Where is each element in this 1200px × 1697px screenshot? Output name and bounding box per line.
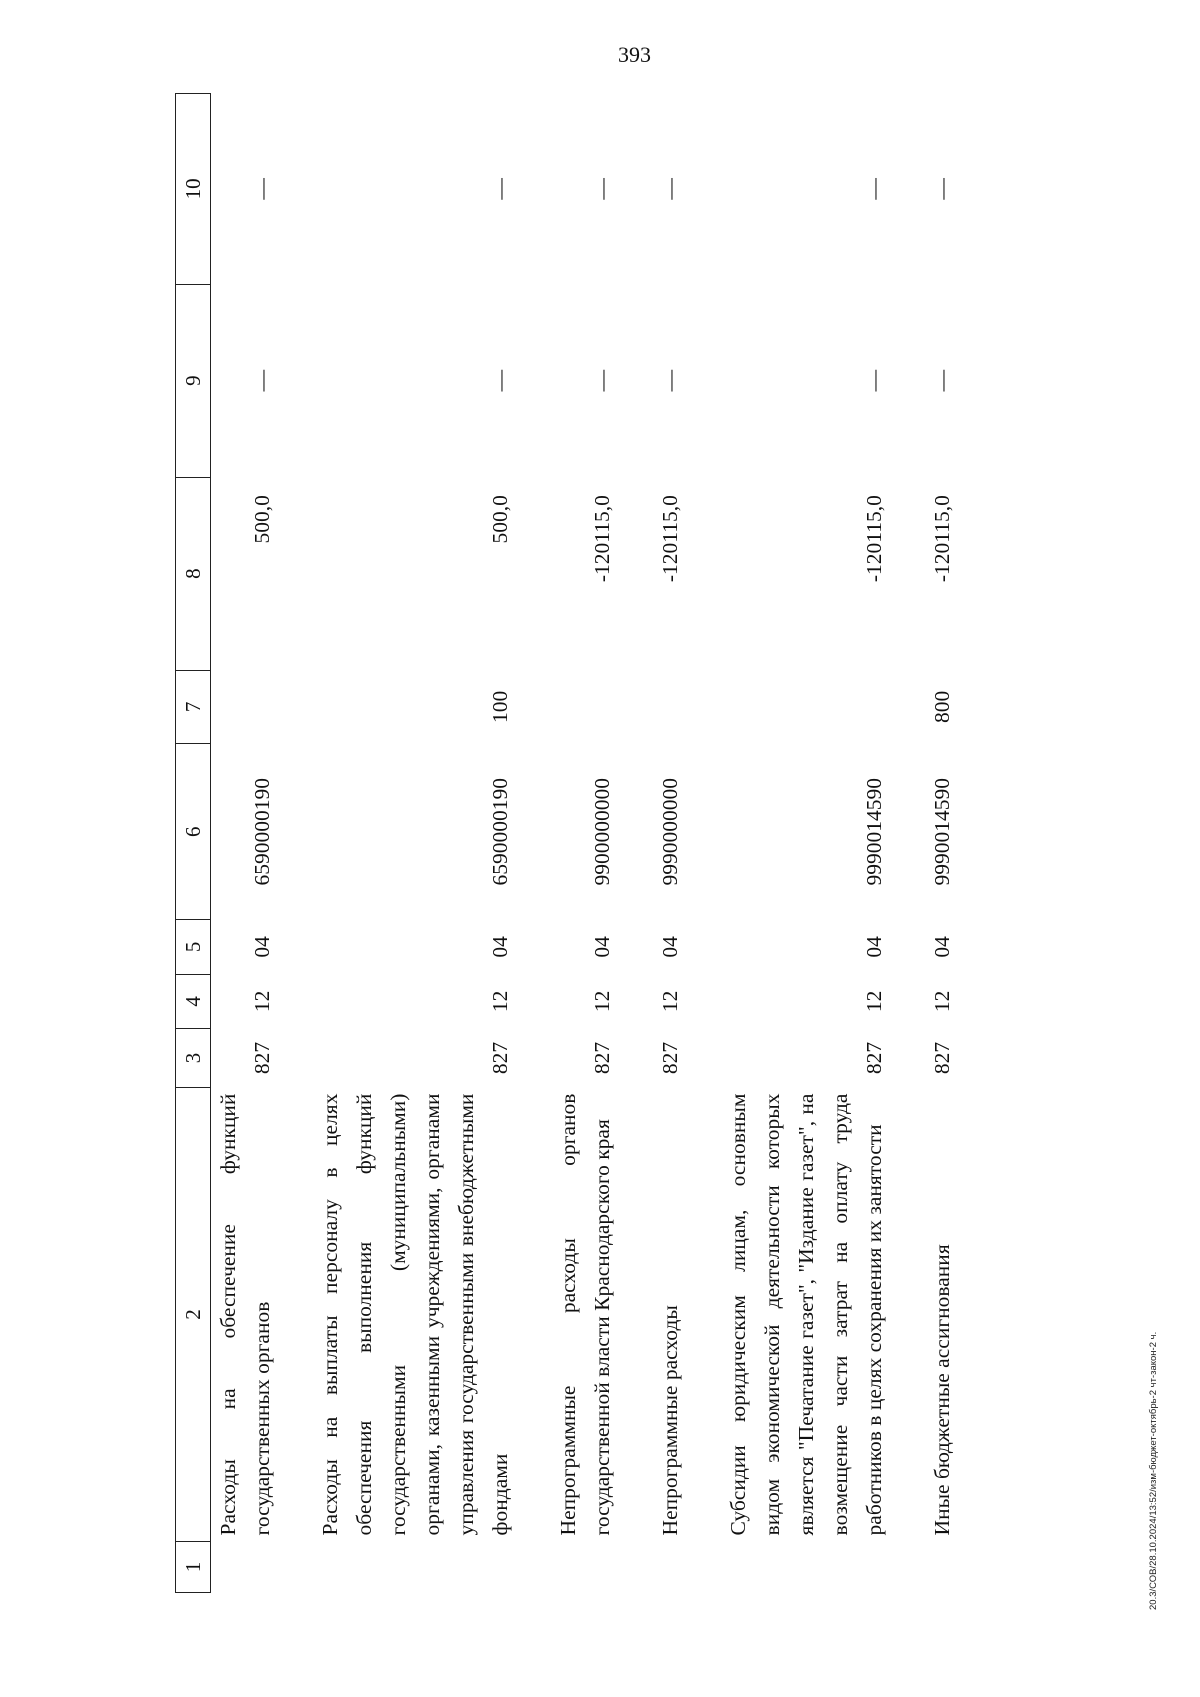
row-spacer	[899, 94, 925, 1593]
row-col-1	[551, 1541, 627, 1592]
row-amount: -120115,0	[658, 495, 682, 583]
header-col-6: 6	[176, 744, 211, 920]
row-description: Непрограммные расходы органов государственной власти Краснодарского края	[556, 1093, 614, 1536]
row-col-9: —	[862, 369, 886, 392]
row-expense-type: 800	[930, 690, 954, 724]
row-target-article: 9900000000	[590, 777, 614, 886]
row-col-9: —	[930, 369, 954, 392]
row-section: 12	[488, 990, 512, 1013]
row-expense-type	[721, 670, 899, 744]
header-col-8: 8	[176, 477, 211, 670]
row-amount: 500,0	[488, 495, 512, 544]
row-code-827: 827	[658, 1041, 682, 1075]
row-col-9: —	[590, 369, 614, 392]
row-col-1	[925, 1541, 971, 1592]
row-amount: -120115,0	[590, 495, 614, 583]
row-section: 12	[930, 990, 954, 1013]
row-section: 12	[250, 990, 274, 1013]
row-subsection: 04	[658, 936, 682, 958]
table-row	[211, 94, 288, 1593]
row-target-article: 9990000000	[658, 777, 682, 886]
row-col-10: —	[930, 178, 954, 200]
budget-table	[175, 93, 971, 1593]
row-expense-type	[551, 670, 627, 744]
table-row	[721, 94, 899, 1593]
header-col-3: 3	[176, 1029, 211, 1088]
row-code-827: 827	[488, 1041, 512, 1075]
row-col-1	[721, 1541, 899, 1592]
header-col-2: 2	[176, 1088, 211, 1542]
row-col-1	[653, 1541, 695, 1592]
row-description: Непрограммные расходы	[658, 1305, 682, 1536]
row-subsection: 04	[862, 936, 886, 958]
table-row	[551, 94, 627, 1593]
header-col-9: 9	[176, 284, 211, 477]
row-code-827: 827	[250, 1041, 274, 1075]
row-target-article: 6590000190	[250, 777, 274, 886]
table-header	[176, 94, 211, 1593]
row-amount: 500,0	[250, 495, 274, 544]
table-row	[313, 94, 525, 1593]
row-col-10: —	[590, 178, 614, 200]
row-target-article: 9990014590	[930, 777, 954, 886]
row-expense-type	[211, 670, 288, 744]
row-description: Расходы на выплаты персоналу в целях обеспечения выполнения функций государственными (муниципальными) органами, казенными учреждениями, органами управления государственными внебюджетными фондами	[318, 1093, 512, 1536]
table-row	[653, 94, 695, 1593]
row-col-10: —	[862, 178, 886, 200]
row-spacer	[627, 94, 653, 1593]
header-col-4: 4	[176, 974, 211, 1028]
row-section: 12	[590, 990, 614, 1013]
row-col-1	[211, 1541, 288, 1592]
row-target-article: 9990014590	[862, 777, 886, 886]
table-row	[925, 94, 971, 1593]
row-code-827: 827	[862, 1041, 886, 1075]
row-subsection: 04	[930, 936, 954, 958]
row-subsection: 04	[488, 936, 512, 958]
row-amount: -120115,0	[862, 495, 886, 583]
row-expense-type	[653, 670, 695, 744]
row-amount: -120115,0	[930, 495, 954, 583]
row-spacer	[287, 94, 313, 1593]
row-description: Иные бюджетные ассигнования	[930, 1244, 954, 1536]
page-number: 393	[618, 42, 651, 67]
row-spacer	[695, 94, 721, 1593]
row-col-1	[313, 1541, 525, 1592]
row-col-9: —	[488, 369, 512, 392]
row-description: Субсидии юридическим лицам, основным видом экономической деятельности которых является "Печатание газет", "Издание газет", на возмещение части затрат на оплату труда работников в целях сохранения их занятости	[726, 1093, 886, 1536]
footer-file-reference: 20.3/СОВ/28.10.2024/13:52/изм-бюджет-октябрь-2 чт-закон-2 ч.	[1148, 1331, 1159, 1610]
table-body	[211, 94, 972, 1593]
row-section: 12	[862, 990, 886, 1013]
row-subsection: 04	[250, 936, 274, 958]
row-code-827: 827	[590, 1041, 614, 1075]
header-col-5: 5	[176, 920, 211, 974]
header-col-1: 1	[176, 1541, 211, 1592]
rotated-table-container	[175, 0, 1200, 1593]
row-col-10: —	[250, 178, 274, 200]
header-col-7: 7	[176, 670, 211, 744]
header-col-10: 10	[176, 94, 211, 285]
row-spacer	[525, 94, 551, 1593]
row-col-10: —	[658, 178, 682, 200]
row-col-9: —	[658, 369, 682, 392]
row-expense-type: 100	[488, 690, 512, 724]
row-col-10: —	[488, 178, 512, 200]
row-subsection: 04	[590, 936, 614, 958]
row-col-9: —	[250, 369, 274, 392]
row-target-article: 6590000190	[488, 777, 512, 886]
row-section: 12	[658, 990, 682, 1013]
row-code-827: 827	[930, 1041, 954, 1075]
row-description: Расходы на обеспечение функций государственных органов	[216, 1093, 274, 1536]
